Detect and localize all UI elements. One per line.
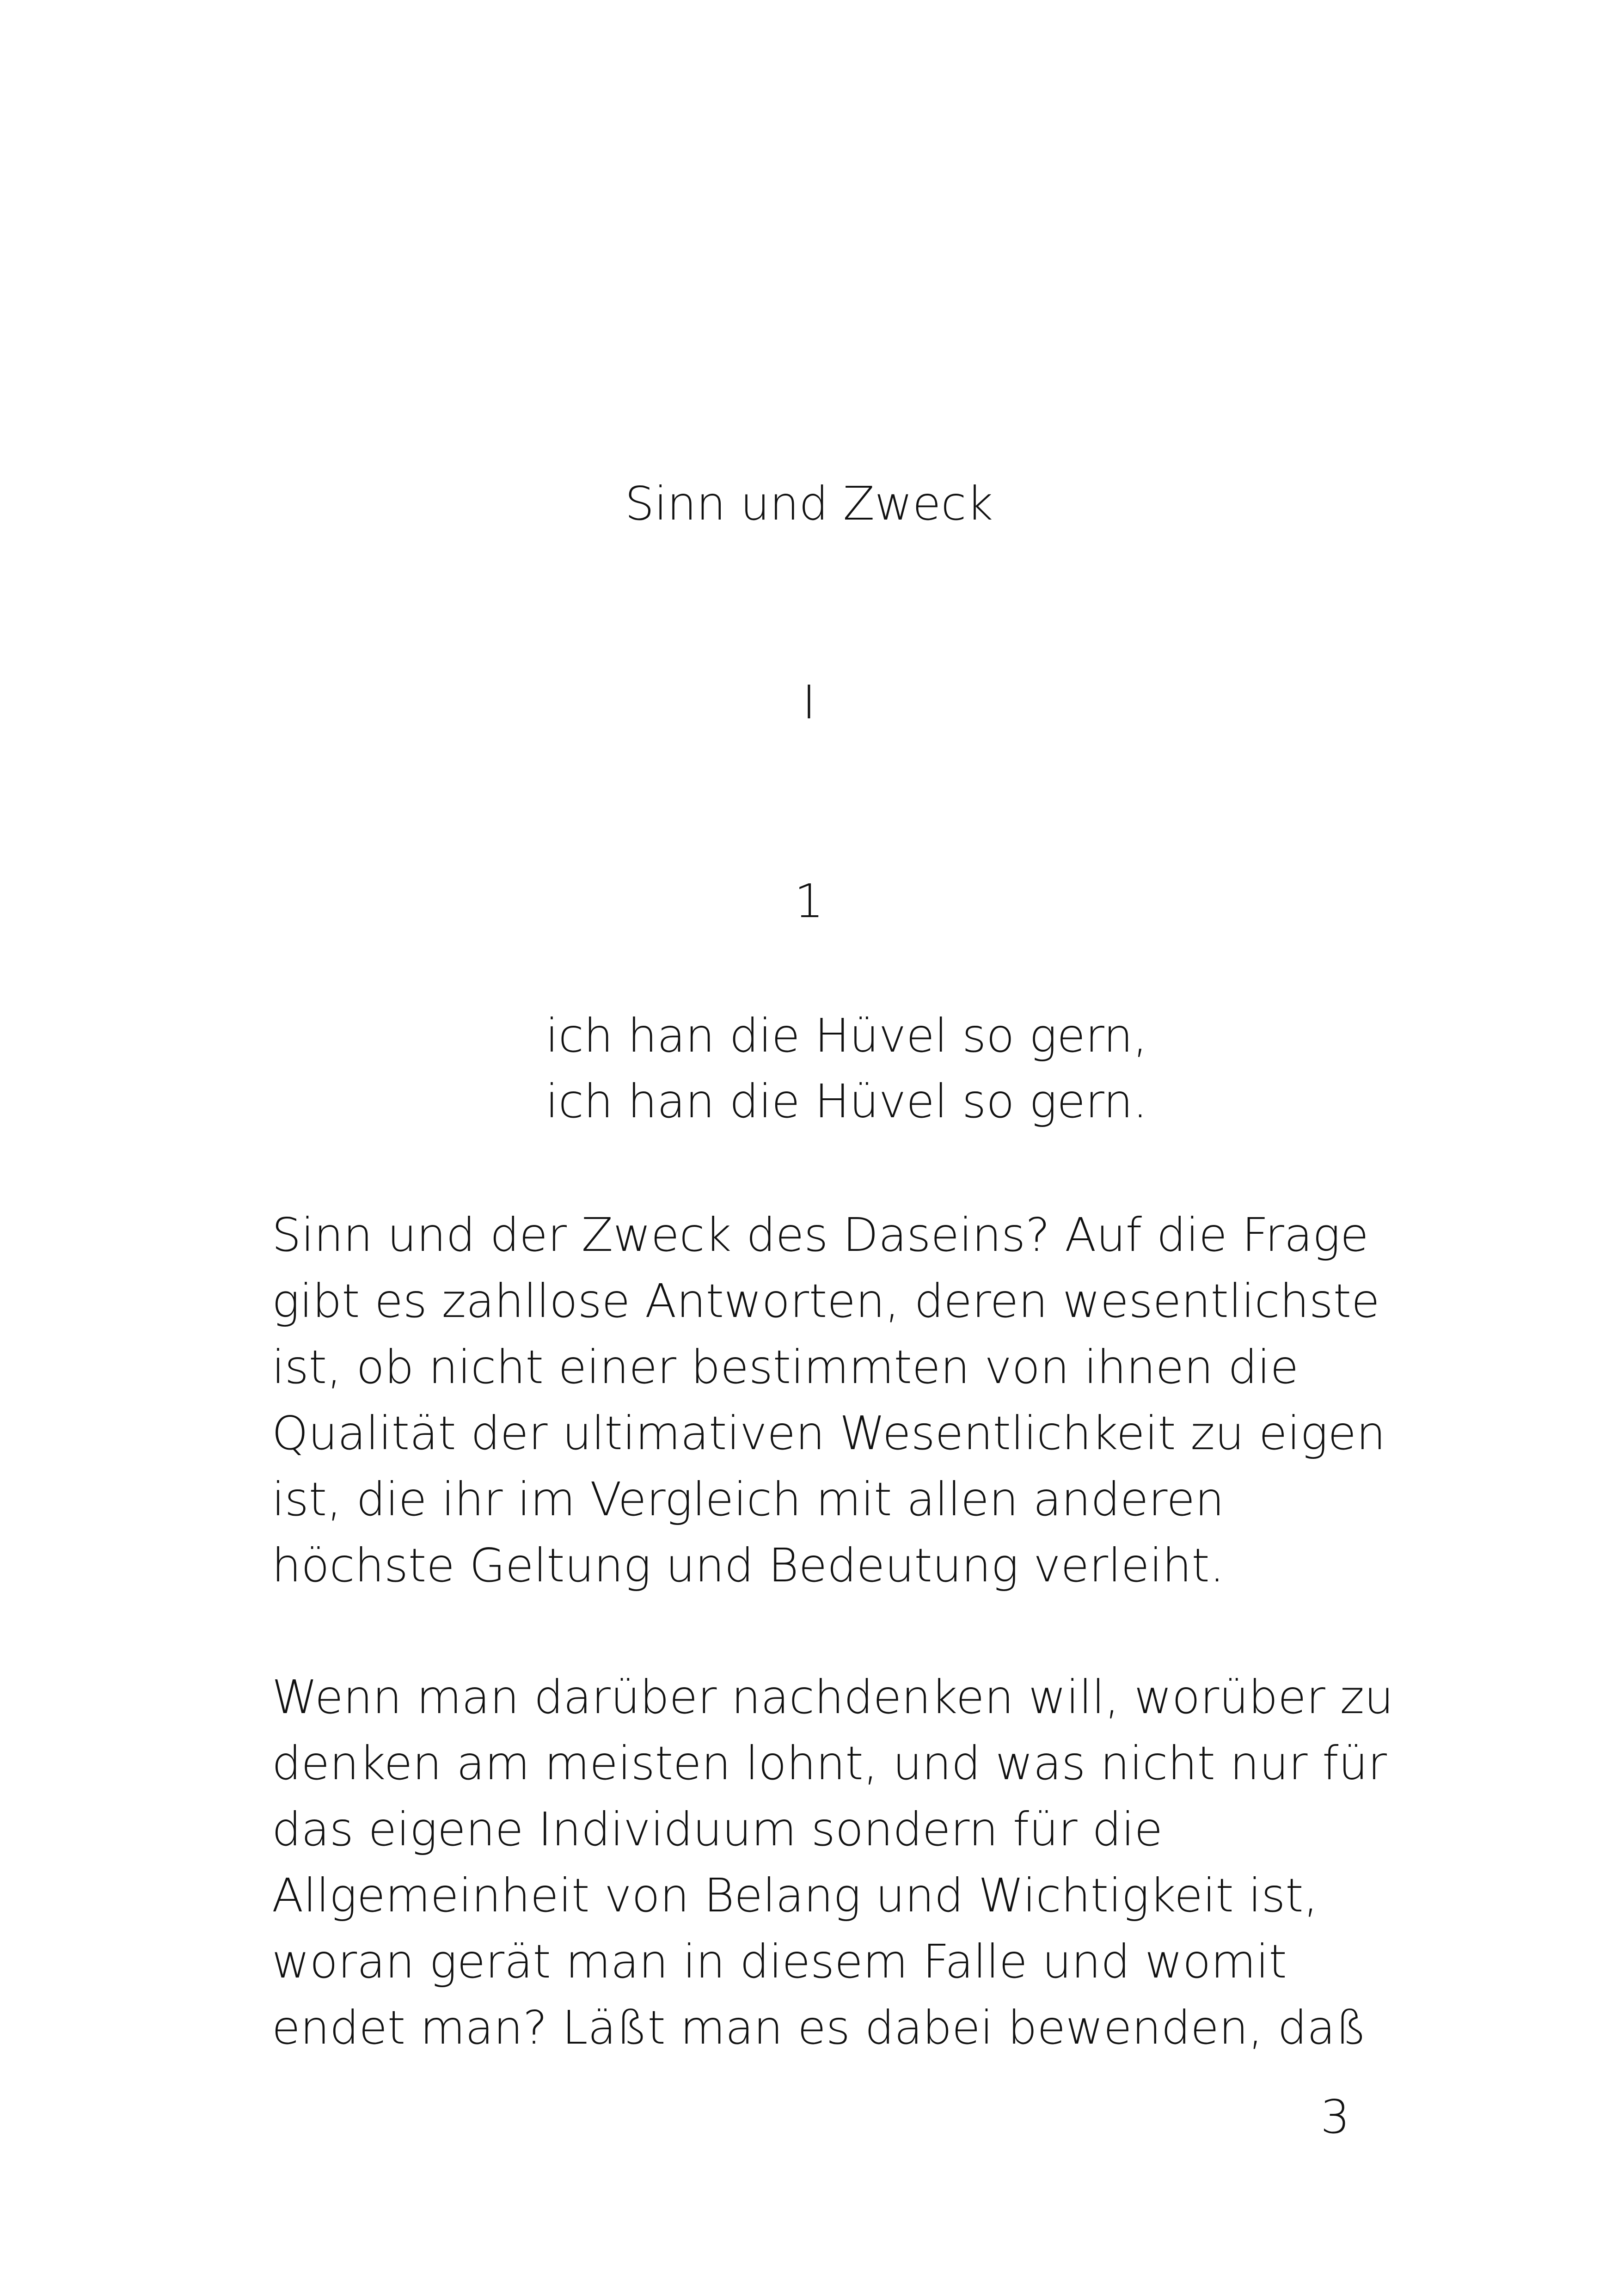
section-number: 1 xyxy=(794,874,824,928)
paragraph xyxy=(272,1202,1386,1598)
paragraph xyxy=(272,1664,1394,2061)
page-number: 3 xyxy=(1320,2090,1350,2144)
paragraph-line: das eigene Individuum sondern für die xyxy=(272,1802,1163,1856)
paragraph-line: höchste Geltung und Bedeutung verleiht. xyxy=(272,1538,1225,1592)
verse-line: ich han die Hüvel so gern. xyxy=(545,1074,1148,1128)
paragraph-line: gibt es zahllose Antworten, deren wesentlichste xyxy=(272,1274,1380,1328)
part-numeral: I xyxy=(802,675,816,729)
paragraph-line: endet man? Läßt man es dabei bewenden, daß xyxy=(272,2001,1367,2055)
paragraph-line: Wenn man darüber nachdenken will, worüber zu xyxy=(272,1670,1394,1724)
paragraph-line: denken am meisten lohnt, und was nicht nur für xyxy=(272,1736,1387,1790)
verse-block xyxy=(545,1003,1147,1134)
paragraph-line: Sinn und der Zweck des Daseins? Auf die Frage xyxy=(272,1208,1369,1262)
paragraph-line: Allgemeinheit von Belang und Wichtigkeit ist, xyxy=(272,1868,1318,1923)
verse-line: ich han die Hüvel so gern, xyxy=(545,1009,1148,1063)
paragraph-line: woran gerät man in diesem Falle und womit xyxy=(272,1935,1287,1989)
paragraph-line: Qualität der ultimativen Wesentlichkeit zu eigen xyxy=(272,1406,1386,1460)
paragraph-line: ist, ob nicht einer bestimmten von ihnen die xyxy=(272,1340,1299,1394)
chapter-title: Sinn und Zweck xyxy=(625,477,993,531)
paragraph-line: ist, die ihr im Vergleich mit allen anderen xyxy=(272,1472,1225,1526)
